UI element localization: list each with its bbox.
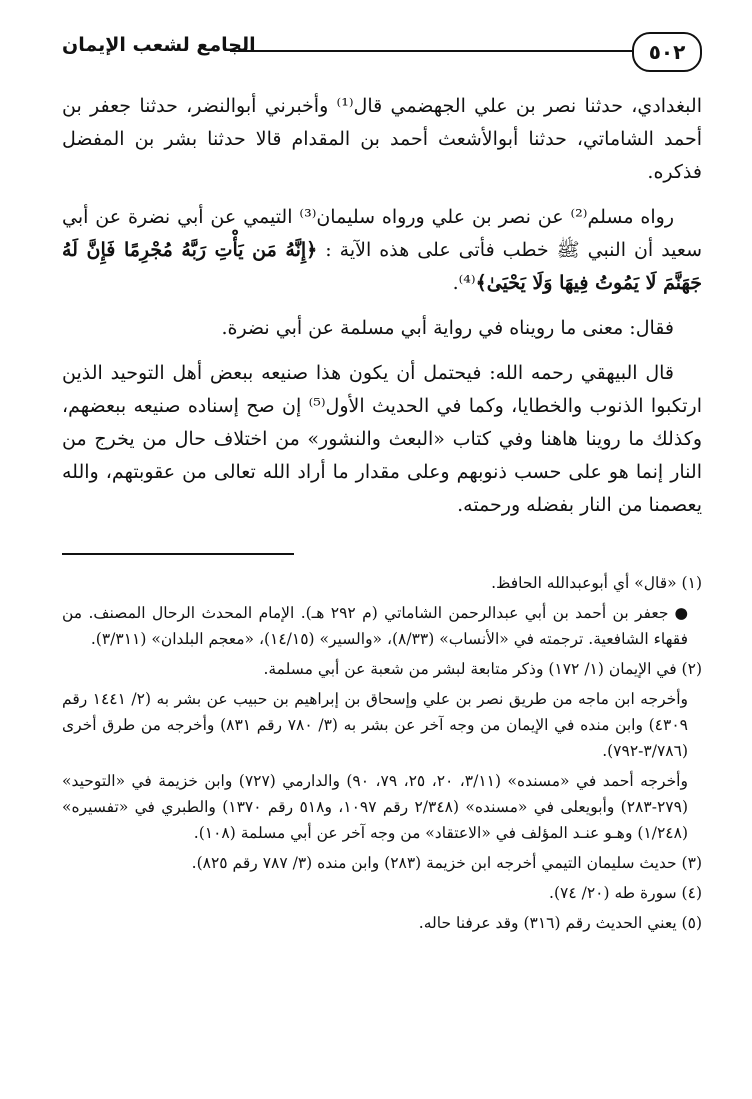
page-number: ٥٠٢ — [632, 32, 702, 72]
footnotes — [62, 570, 702, 940]
paragraph-1: البغدادي، حدثنا نصر بن علي الجهضمي قال⁽¹⁾ وأخبرني أبوالنضر، حدثنا جعفر بن أحمد الشاماتي، حدثنا أبوالأشعث أحمد بن المقدام قالا حدثنا بشر بن المفضل فذكره. — [62, 95, 702, 183]
footnote-1: (١) «قال» أي أبوعبدالله الحافظ. — [491, 574, 702, 592]
main-text — [62, 90, 702, 534]
paragraph-2-text: رواه مسلم⁽²⁾ عن نصر بن علي ورواه سليمان⁽³⁾ التيمي عن أبي نضرة عن أبي سعيد أن النبي ﷺ خطب فأتى على هذه الآية : — [62, 206, 702, 261]
footnote-4: (٤) سورة طه (٢٠/ ٧٤). — [549, 884, 702, 902]
header-rule — [230, 50, 632, 52]
footnote-3: (٣) حديث سليمان التيمي أخرجه ابن خزيمة (٢٨٣) وابن منده (٣/ ٧٨٧ رقم ٨٢٥). — [191, 854, 702, 872]
paragraph-2 — [62, 201, 702, 300]
page-header — [62, 26, 702, 76]
bullet-icon: ● — [674, 604, 688, 622]
footnote-2: (٢) في الإيمان (١/ ١٧٢) وذكر متابعة لبشر من شعبة عن أبي مسلمة. — [263, 660, 702, 678]
footnote-5: (٥) يعني الحديث رقم (٣١٦) وقد عرفنا حاله. — [418, 914, 702, 932]
paragraph-3: فقال: معنى ما رويناه في رواية أبي مسلمة عن أبي نضرة. — [221, 317, 674, 339]
footnote-1-note — [62, 600, 702, 652]
paragraph-4: قال البيهقي رحمه الله: فيحتمل أن يكون هذا صنيعه ببعض أهل التوحيد الذين ارتكبوا الذنوب والخطايا، وكما في الحديث الأول⁽⁵⁾ إن صح إسناده صنيعه ببعضهم، وكذلك ما روينا هاهنا وفي كتاب «البعث والنشور» من اختلاف حال من يخرج من النار إنما هو على حسب ذنوبهم وعلى مقدار ما أراد الله تعالى من عقوبتهم، والله يعصمنا من النار بفضله ورحمته. — [62, 362, 702, 516]
running-title: الجامع لشعب الإيمان — [62, 34, 256, 56]
footnote-1-note-text: جعفر بن أحمد بن أبي عبدالرحمن الشاماتي (م ٢٩٢ هـ). الإمام المحدث الرحال المصنف. من فقهاء الشافعية. ترجمته في «الأنساب» (٨/٣٣)، «والسير» (١٤/١٥)، «معجم البلدان» (٣/٣١١). — [62, 604, 688, 648]
footnote-separator — [62, 553, 294, 555]
paragraph-2-end: ⁽⁴⁾. — [452, 272, 476, 294]
footnote-2-detail-1: وأخرجه ابن ماجه من طريق نصر بن علي وإسحاق بن إبراهيم بن حبيب عن بشر به (٢/ ١٤٤١ رقم ٤٣٠٩) وابن منده في الإيمان من وجه آخر عن بشر به (٣/ ٧٨٠ رقم ٨٣١) وأخرجه من طرق أخرى (٣/٧٨٦-٧٩٢). — [62, 690, 689, 760]
footnote-2-detail-2: وأخرجه أحمد في «مسنده» (٣/١١، ٢٠، ٢٥، ٧٩، ٩٠) والدارمي (٧٢٧) وابن خزيمة في «التوحيد» (٢٧٩-٢٨٣) وأبويعلى في «مسنده» (٢/٣٤٨ رقم ١٠٩٧، و٥١٨ رقم ١٣٧٠) والطبري في «تفسيره» (١/٢٤٨) وهـو عنـد المؤلف في «الاعتقاد» من وجه آخر عن أبي مسلمة (١٠٨). — [62, 772, 688, 842]
quran-verse: ﴿إِنَّهُ مَن يَأْتِ رَبَّهُ مُجْرِمًا فَإِنَّ لَهُ جَهَنَّمَ لَا يَمُوتُ فِيهَا وَلَا يَحْيَىٰ﴾ — [62, 239, 702, 294]
